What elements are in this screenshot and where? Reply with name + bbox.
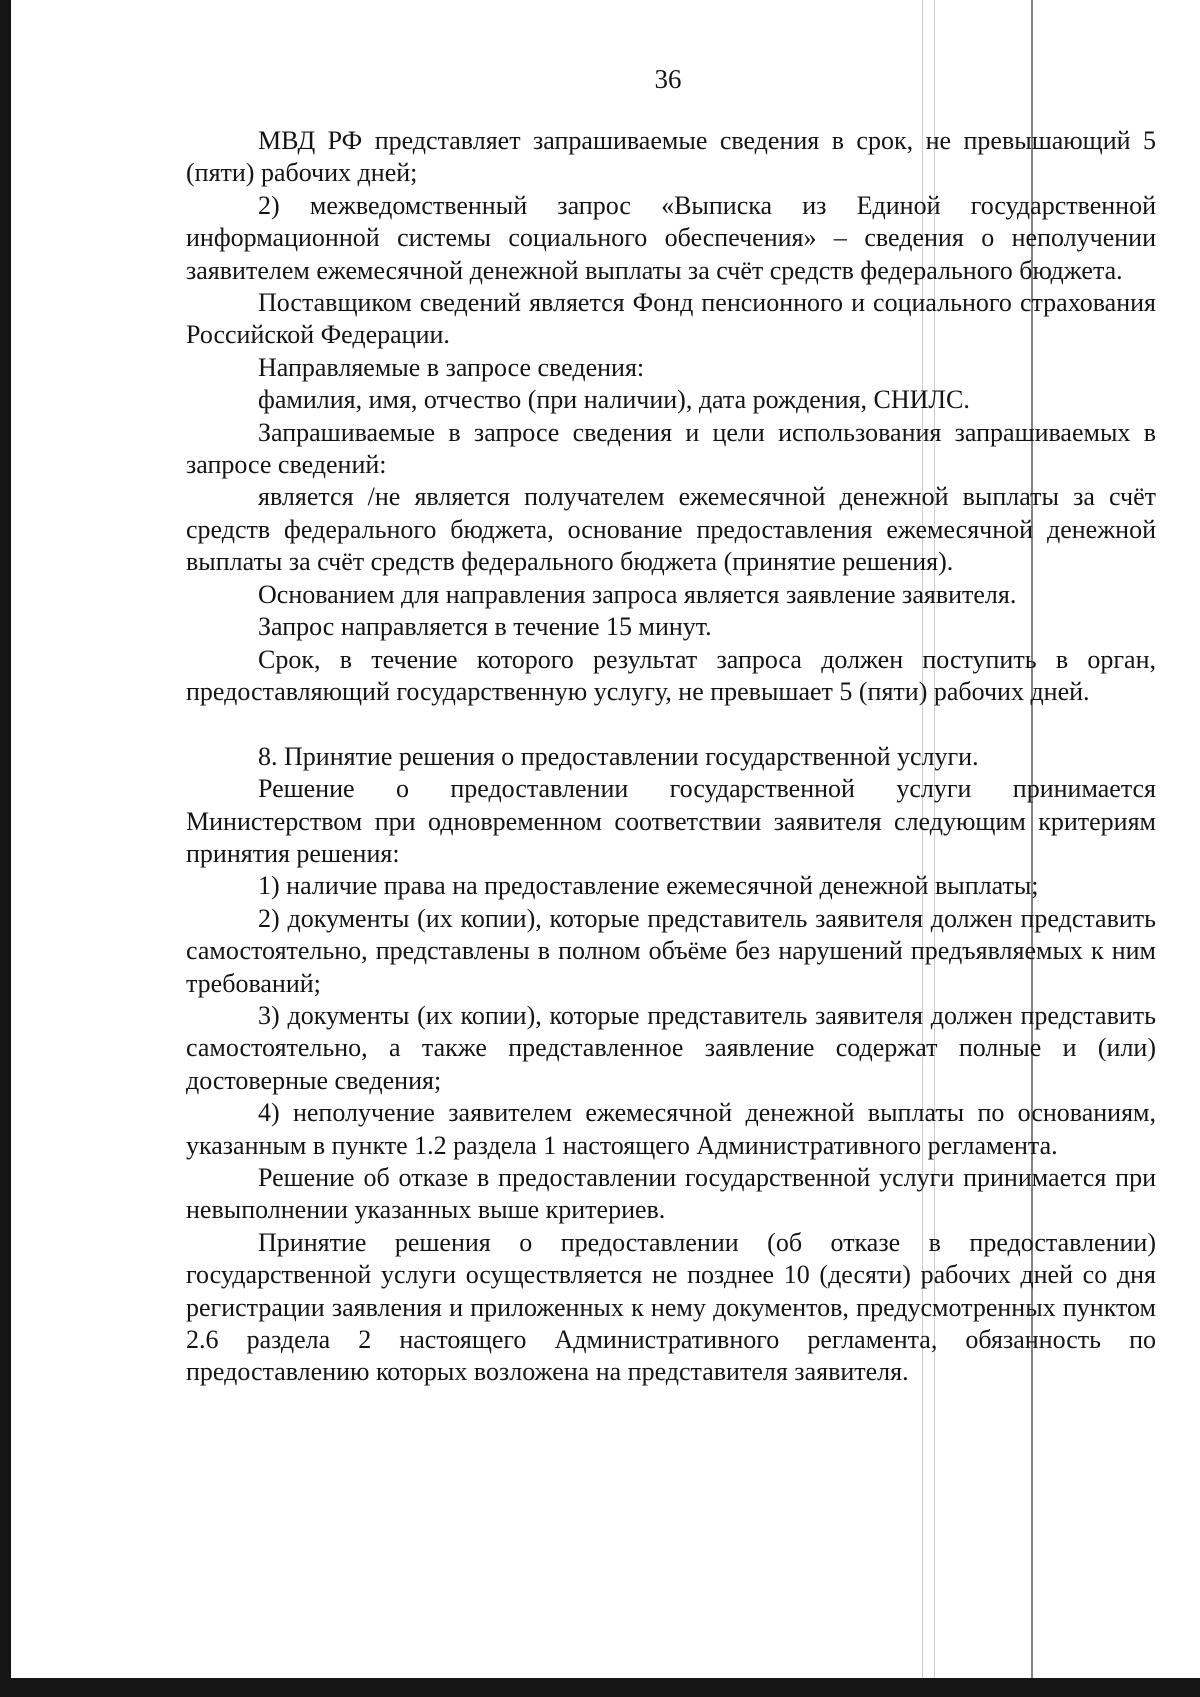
list-item: 3) документы (их копии), которые представитель заявителя должен представить самостоятельно, а также представленное заявление содержат полные и (или) достоверные сведения; [186, 1000, 1156, 1095]
paragraph: 2) межведомственный запрос «Выписка из Единой государственной информационной системы социального обеспечения» – сведения о неполучении заявителем ежемесячной денежной выплаты за счёт средств федерального бюджета. [186, 190, 1156, 285]
paragraph: Направляемые в запросе сведения: [258, 352, 645, 382]
paragraph: Срок, в течение которого результат запроса должен поступить в орган, предоставляющий государственную услугу, не превышает 5 (пяти) рабочих дней. [186, 644, 1156, 706]
paragraph: Поставщиком сведений является Фонд пенсионного и социального страхования Российской Федерации. [186, 288, 1156, 350]
paragraph: Основанием для направления запроса является заявление заявителя. [258, 579, 1017, 609]
section-heading: 8. Принятие решения о предоставлении государственной услуги. [258, 741, 979, 771]
paragraph: МВД РФ представляет запрашиваемые сведения в срок, не превышающий 5 (пяти) рабочих дней; [186, 126, 1156, 188]
paragraph: Принятие решения о предоставлении (об отказе в предоставлении) государственной услуги осуществляется не позднее 10 (десяти) рабочих дней со дня регистрации заявления и приложенных к нему документов, предусмотренных пунктом 2.6 раздела 2 настоящего Административного регламента, обязанность по предоставлению которых возложена на представителя заявителя. [186, 1227, 1156, 1387]
paragraph: является /не является получателем ежемесячной денежной выплаты за счёт средств федерального бюджета, основание предоставления ежемесячной денежной выплаты за счёт средств федерального бюджета (принятие решения). [186, 482, 1156, 577]
list-item: 2) документы (их копии), которые представитель заявителя должен представить самостоятельно, представлены в полном объёме без нарушений предъявляемых к ним требований; [186, 903, 1156, 998]
scan-left-border [0, 0, 11, 1697]
list-item: 1) наличие права на предоставление ежемесячной денежной выплаты; [258, 871, 1039, 901]
document-body [186, 125, 1156, 1389]
paragraph: Запрашиваемые в запросе сведения и цели использования запрашиваемых в запросе сведений: [186, 417, 1156, 480]
list-item: 4) неполучение заявителем ежемесячной денежной выплаты по основаниям, указанным в пункте 1.2 раздела 1 настоящего Административного регламента. [186, 1098, 1156, 1160]
paragraph: Решение о предоставлении государственной услуги принимается Министерством при одновременном соответствии заявителя следующим критериям принятия решения: [186, 774, 1156, 868]
paragraph: Запрос направляется в течение 15 минут. [258, 612, 712, 642]
page-number: 36 [654, 64, 682, 94]
paragraph: фамилия, имя, отчество (при наличии), дата рождения, СНИЛС. [258, 385, 970, 415]
scan-bottom-border [0, 1678, 1200, 1697]
paragraph: Решение об отказе в предоставлении государственной услуги принимается при невыполнении указанных выше критериев. [186, 1162, 1156, 1225]
